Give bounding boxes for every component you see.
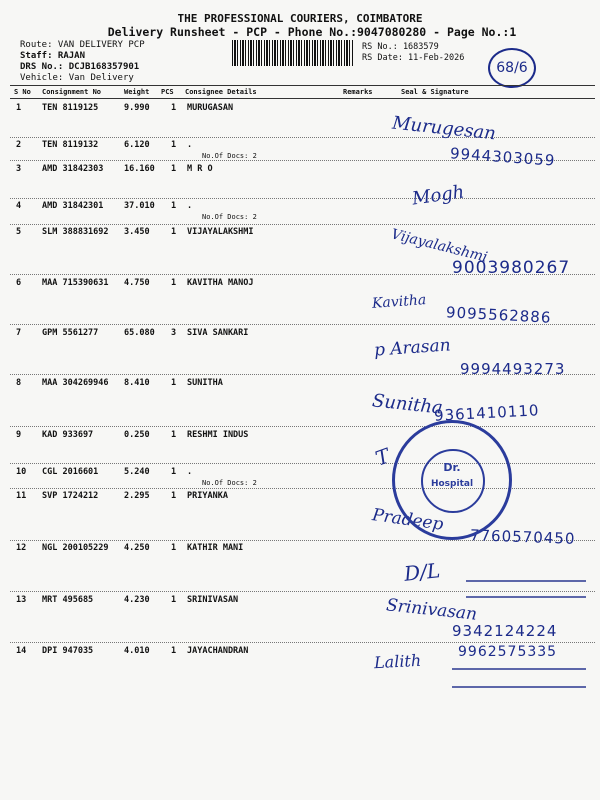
signature-6: Kavitha [371, 292, 427, 312]
header-line-top [10, 85, 595, 86]
stamp-text-2: Hospital [430, 479, 474, 489]
row-12-pcs: 1 [171, 543, 177, 553]
row-14-name: JAYACHANDRAN [187, 646, 249, 656]
signature-1: Murugesan [391, 112, 497, 145]
row-11-pcs: 1 [171, 491, 177, 501]
header-line-bottom [10, 98, 595, 99]
phone-5: 9003980267 [452, 258, 571, 278]
row-6-pcs: 1 [171, 278, 177, 288]
row-14-weight: 4.010 [124, 646, 150, 656]
row-2-weight: 6.120 [124, 140, 150, 150]
row-2-sno: 2 [16, 140, 22, 150]
row-separator [10, 224, 595, 225]
row-11-cons: SVP 1724212 [42, 491, 99, 501]
circled-note: 68/6 [488, 48, 536, 88]
row-4-weight: 37.010 [124, 201, 155, 211]
row-13-cons: MRT 495685 [42, 595, 94, 605]
row-8-weight: 8.410 [124, 378, 150, 388]
row-12-weight: 4.250 [124, 543, 150, 553]
row-1-cons: TEN 8119125 [42, 103, 99, 113]
rs-number: RS No.: 1683579 [362, 42, 439, 52]
row-2-docs: No.Of Docs: 2 [202, 152, 257, 160]
row-6-weight: 4.750 [124, 278, 150, 288]
row-9-name: RESHMI INDUS [187, 430, 249, 440]
signature-3: Mogh [410, 181, 466, 210]
col-seal: Seal & Signature [401, 88, 469, 96]
row-11-name: PRIYANKA [187, 491, 228, 501]
row-2-pcs: 1 [171, 140, 177, 150]
row-4-pcs: 1 [171, 201, 177, 211]
row-7-cons: GPM 5561277 [42, 328, 99, 338]
row-6-name: KAVITHA MANOJ [187, 278, 254, 288]
row-8-name: SUNITHA [187, 378, 223, 388]
row-10-sno: 10 [16, 467, 27, 477]
row-13-weight: 4.230 [124, 595, 150, 605]
signature-13: Srinivasan [385, 595, 478, 625]
row-13-sno: 13 [16, 595, 27, 605]
row-7-pcs: 3 [171, 328, 177, 338]
col-consignee: Consignee Details [185, 88, 257, 96]
row-7-sno: 7 [16, 328, 22, 338]
row-13-pcs: 1 [171, 595, 177, 605]
row-9-pcs: 1 [171, 430, 177, 440]
row-13-name: SRINIVASAN [187, 595, 239, 605]
barcode-image [232, 40, 354, 66]
row-5-name: VIJAYALAKSHMI [187, 227, 254, 237]
row-3-pcs: 1 [171, 164, 177, 174]
row-2-cons: TEN 8119132 [42, 140, 99, 150]
row-1-pcs: 1 [171, 103, 177, 113]
row-14-sno: 14 [16, 646, 27, 656]
row-2-name: . [187, 140, 193, 150]
row-11-weight: 2.295 [124, 491, 150, 501]
phone-11: 7760570450 [469, 526, 576, 548]
row-10-docs: No.Of Docs: 2 [202, 479, 257, 487]
row-8-pcs: 1 [171, 378, 177, 388]
signature-5: Vijayalakshmi [389, 226, 490, 266]
signature-11: Pradeep [370, 505, 445, 535]
phone-14: 9962575335 [458, 644, 558, 660]
row-11-sno: 11 [16, 491, 27, 501]
col-remarks: Remarks [343, 88, 373, 96]
rs-date: RS Date: 11-Feb-2026 [362, 53, 465, 63]
col-weight: Weight [124, 88, 150, 96]
row-1-weight: 9.990 [124, 103, 150, 113]
row-9-cons: KAD 933697 [42, 430, 94, 440]
row-separator [10, 642, 595, 643]
strikethrough-scribble-12 [466, 580, 586, 598]
signature-14: Lalith [373, 650, 422, 673]
row-3-cons: AMD 31842303 [42, 164, 104, 174]
row-3-name: M R O [187, 164, 213, 174]
row-14-pcs: 1 [171, 646, 177, 656]
row-4-docs: No.Of Docs: 2 [202, 213, 257, 221]
row-7-weight: 65.080 [124, 328, 155, 338]
phone-13: 9342124224 [452, 622, 558, 640]
row-12-sno: 12 [16, 543, 27, 553]
row-5-sno: 5 [16, 227, 22, 237]
row-4-cons: AMD 31842301 [42, 201, 104, 211]
row-12-name: KATHIR MANI [187, 543, 244, 553]
doc-subtitle: Delivery Runsheet - PCP - Phone No.:9047080280 - Page No.:1 [107, 25, 517, 39]
row-7-name: SIVA SANKARI [187, 328, 249, 338]
phone-6: 9095562886 [445, 303, 552, 327]
row-10-name: . [187, 467, 193, 477]
row-5-pcs: 1 [171, 227, 177, 237]
drs-text: DRS No.: DCJB168357901 [20, 62, 140, 72]
row-1-name: MURUGASAN [187, 103, 234, 113]
row-10-pcs: 1 [171, 467, 177, 477]
strikethrough-scribble-14 [452, 668, 586, 688]
row-12-cons: NGL 200105229 [42, 543, 109, 553]
row-4-sno: 4 [16, 201, 22, 211]
row-1-sno: 1 [16, 103, 22, 113]
row-6-sno: 6 [16, 278, 22, 288]
seal-stamp [392, 420, 512, 540]
row-9-weight: 0.250 [124, 430, 150, 440]
row-5-cons: SLM 388831692 [42, 227, 109, 237]
row-separator [10, 198, 595, 199]
row-10-cons: CGL 2016601 [42, 467, 99, 477]
phone-1: 9944303059 [449, 144, 556, 170]
col-pcs: PCS [161, 88, 174, 96]
signature-7: p Arasan [373, 335, 452, 361]
row-8-sno: 8 [16, 378, 22, 388]
signature-12: D/L [402, 558, 442, 586]
phone-7: 9994493273 [460, 360, 566, 378]
col-sno: S No [14, 88, 31, 96]
row-9-sno: 9 [16, 430, 22, 440]
stamp-text-1: Dr. [443, 461, 461, 474]
row-6-cons: MAA 715390631 [42, 278, 109, 288]
vehicle-text: Vehicle: Van Delivery [20, 73, 134, 83]
phone-8: 9361410110 [433, 401, 540, 425]
doc-title: THE PROFESSIONAL COURIERS, COIMBATORE [177, 12, 423, 25]
staff-text: Staff: RAJAN [20, 51, 86, 61]
signature-8: Sunitha [371, 390, 444, 419]
row-separator [10, 426, 595, 427]
col-consignment: Consignment No [42, 88, 102, 96]
route-text: Route: VAN DELIVERY PCP [20, 40, 145, 50]
row-10-weight: 5.240 [124, 467, 150, 477]
row-3-sno: 3 [16, 164, 22, 174]
row-separator [10, 137, 595, 138]
signature-9: T [372, 443, 394, 471]
row-8-cons: MAA 304269946 [42, 378, 109, 388]
row-14-cons: DPI 947035 [42, 646, 94, 656]
row-4-name: . [187, 201, 193, 211]
row-5-weight: 3.450 [124, 227, 150, 237]
row-3-weight: 16.160 [124, 164, 155, 174]
